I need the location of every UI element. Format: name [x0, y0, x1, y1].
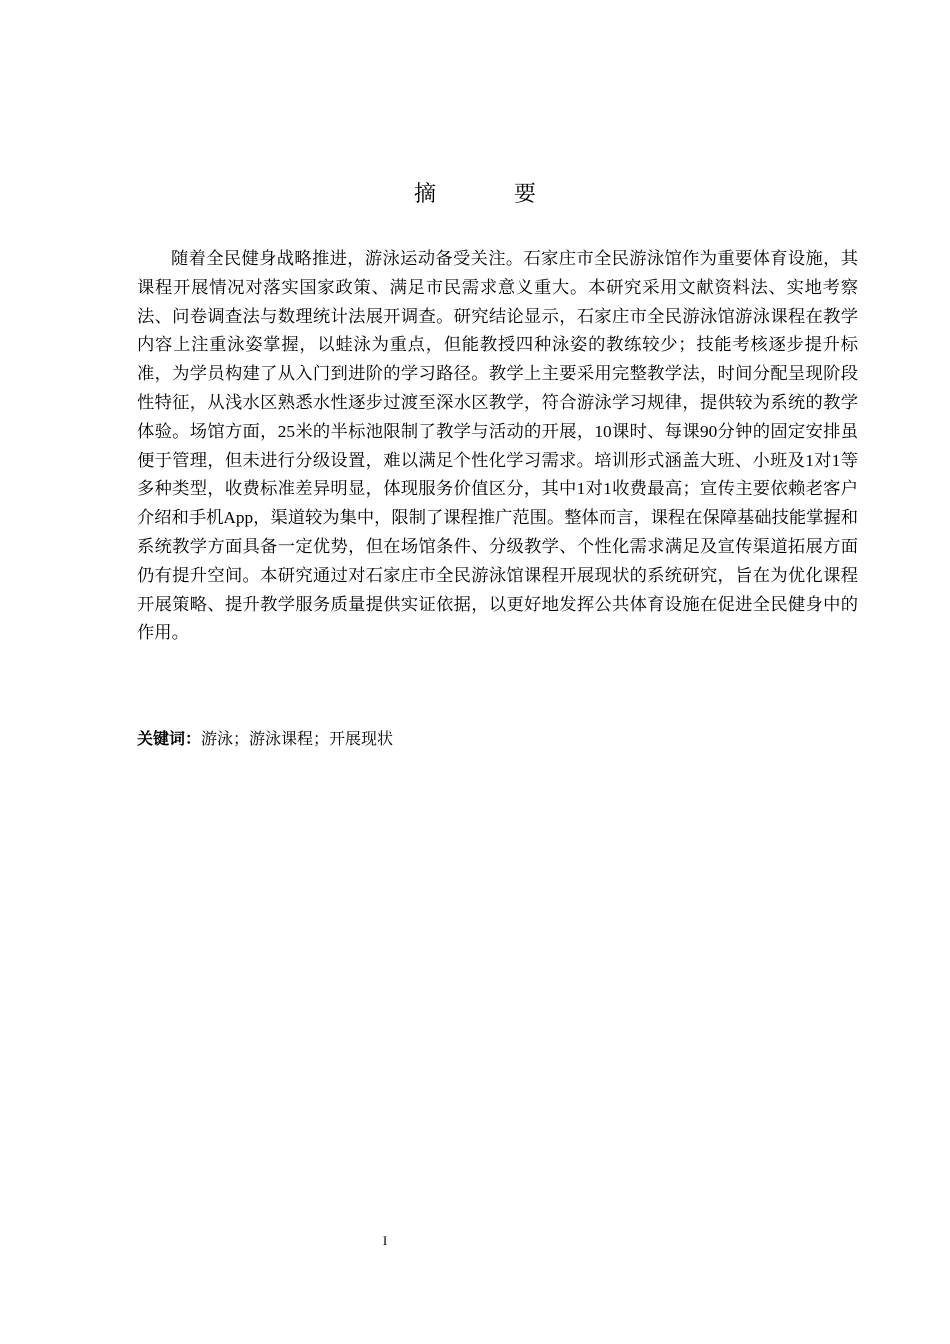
- abstract-title: 摘 要: [413, 182, 564, 207]
- abstract-paragraph: 随着全民健身战略推进，游泳运动备受关注。石家庄市全民游泳馆作为重要体育设施，其课程开展情况对落实国家政策、满足市民需求意义重大。本研究采用文献资料法、实地考察法、问卷调查法与数理统计法展开调查。研究结论显示，石家庄市全民游泳馆游泳课程在教学内容上注重泳姿掌握，以蛙泳为重点，但能教授四种泳姿的教练较少；技能考核逐步提升标准，为学员构建了从入门到进阶的学习路径。教学上主要采用完整教学法，时间分配呈现阶段性特征，从浅水区熟悉水性逐步过渡至深水区教学，符合游泳学习规律，提供较为系统的教学体验。场馆方面，25米的半标池限制了教学与活动的开展，10课时、每课90分钟的固定安排虽便于管理，但未进行分级设置，难以满足个性化学习需求。培训形式涵盖大班、小班及1对1等多种类型，收费标准差异明显，体现服务价值区分，其中1对1收费最高；宣传主要依赖老客户介绍和手机App，渠道较为集中，限制了课程推广范围。整体而言，课程在保障基础技能掌握和系统教学方面具备一定优势，但在场馆条件、分级教学、个性化需求满足及宣传渠道拓展方面仍有提升空间。本研究通过对石家庄市全民游泳馆课程开展现状的系统研究，旨在为优化课程开展策略、提升教学服务质量提供实证依据，以更好地发挥公共体育设施在促进全民健身中的作用。: [137, 249, 859, 643]
- keywords-text: 游泳；游泳课程；开展现状: [201, 729, 394, 748]
- page-number: I: [382, 1233, 388, 1248]
- keywords-line: [137, 727, 858, 751]
- keywords-label: 关键词：: [137, 729, 202, 748]
